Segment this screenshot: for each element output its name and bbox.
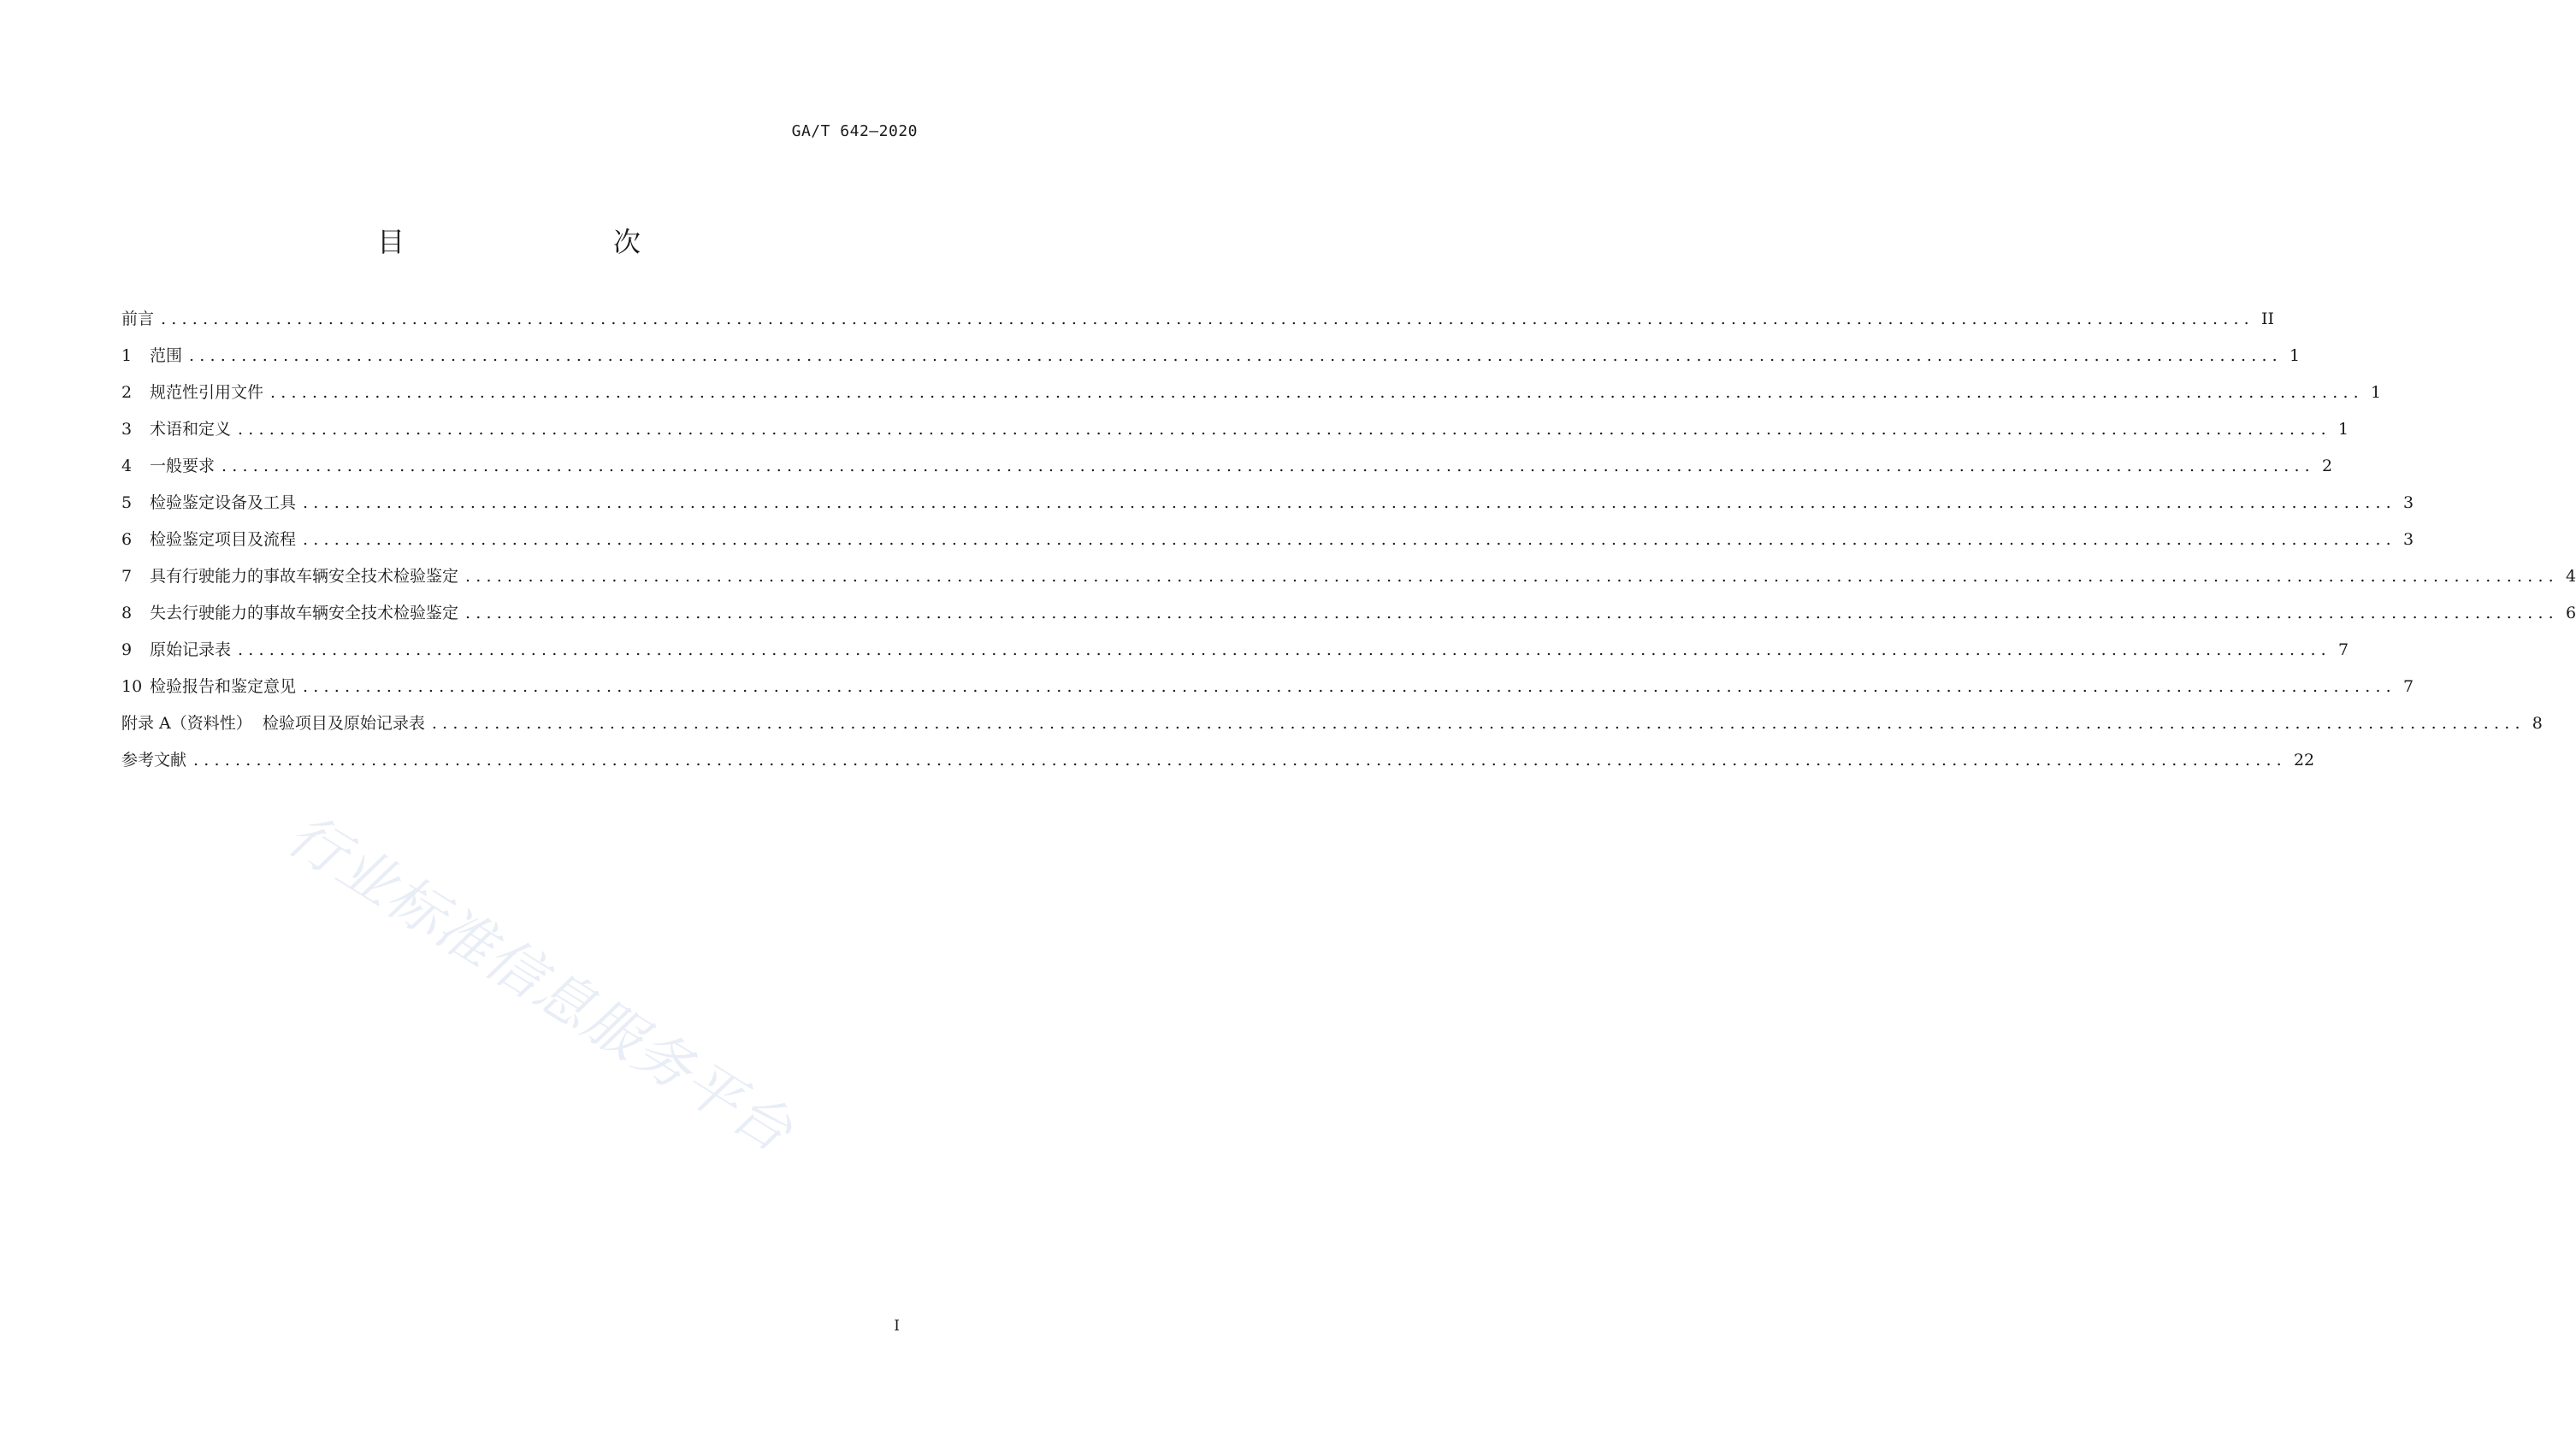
toc-entry-bibliography[interactable] bbox=[121, 747, 2315, 784]
toc-leader-dots: ........................................................................................................................................................................................................ bbox=[238, 640, 2331, 659]
toc-entry-number: 2 bbox=[121, 383, 133, 402]
toc-entry-page: 8 bbox=[2532, 714, 2543, 733]
toc-entry-page: 6 bbox=[2565, 604, 2576, 622]
toc-entry-label: 前言 bbox=[121, 310, 155, 328]
document-code: GA/T 642—2020 bbox=[791, 122, 918, 140]
toc-entry-label: 附录 A（资料性） 检验项目及原始记录表 bbox=[121, 714, 425, 733]
toc-entry-label: 原始记录表 bbox=[150, 640, 232, 659]
toc-leader-dots: ........................................................................................................................................................................................................ bbox=[189, 346, 2283, 365]
toc-entry-page: II bbox=[2260, 310, 2274, 328]
toc-entry-number: 1 bbox=[121, 346, 133, 365]
toc-entry-page: 7 bbox=[2402, 677, 2414, 696]
toc-leader-dots: ........................................................................................................................................................................................................ bbox=[270, 383, 2364, 402]
toc-entry-number: 9 bbox=[121, 640, 133, 659]
toc-title: 目 次 bbox=[376, 226, 692, 258]
toc-leader-dots: ........................................................................................................................................................................................................ bbox=[238, 420, 2331, 439]
toc-entry-general-requirements[interactable] bbox=[121, 453, 2333, 490]
toc-entry-label: 检验鉴定项目及流程 bbox=[150, 530, 297, 549]
toc-entry-equipment-tools[interactable] bbox=[121, 490, 2414, 527]
toc-entry-page: 4 bbox=[2565, 567, 2576, 586]
toc-entry-normative-references[interactable] bbox=[121, 380, 2382, 416]
toc-entry-number: 5 bbox=[121, 493, 133, 512]
toc-entry-label: 一般要求 bbox=[150, 457, 216, 475]
table-of-contents bbox=[121, 306, 2576, 784]
toc-entry-label: 参考文献 bbox=[121, 751, 187, 770]
toc-leader-dots: ........................................................................................................................................................................................................ bbox=[303, 530, 2396, 549]
toc-entry-appendix-a[interactable] bbox=[121, 711, 2543, 747]
toc-leader-dots: ........................................................................................................................................................................................................ bbox=[193, 751, 2287, 770]
toc-entry-label: 规范性引用文件 bbox=[150, 383, 264, 402]
watermark: 行业标准信息服务平台 bbox=[276, 801, 805, 1165]
toc-entry-number: 3 bbox=[121, 420, 133, 439]
toc-leader-dots: ........................................................................................................................................................................................................ bbox=[161, 310, 2254, 328]
toc-entry-original-records[interactable] bbox=[121, 637, 2349, 674]
toc-entry-number: 6 bbox=[121, 530, 133, 549]
toc-entry-number: 10 bbox=[121, 677, 143, 696]
toc-entry-terms-definitions[interactable] bbox=[121, 416, 2349, 453]
toc-entry-non-drivable-vehicles[interactable] bbox=[121, 600, 2576, 637]
toc-leader-dots: ........................................................................................................................................................................................................ bbox=[303, 493, 2396, 512]
toc-entry-label: 术语和定义 bbox=[150, 420, 232, 439]
toc-entry-label: 检验鉴定设备及工具 bbox=[150, 493, 297, 512]
toc-entry-report-opinion[interactable] bbox=[121, 674, 2414, 711]
toc-entry-page: 3 bbox=[2402, 530, 2414, 549]
toc-leader-dots: ........................................................................................................................................................................................................ bbox=[222, 457, 2315, 475]
toc-entry-number: 7 bbox=[121, 567, 133, 586]
toc-entry-label: 失去行驶能力的事故车辆安全技术检验鉴定 bbox=[150, 604, 459, 622]
toc-entry-label: 具有行驶能力的事故车辆安全技术检验鉴定 bbox=[150, 567, 459, 586]
toc-entry-page: 1 bbox=[2370, 383, 2382, 402]
toc-entry-page: 1 bbox=[2337, 420, 2349, 439]
page-number: I bbox=[894, 1318, 900, 1335]
toc-entry-drivable-vehicles[interactable] bbox=[121, 563, 2576, 600]
toc-entry-foreword[interactable] bbox=[121, 306, 2274, 343]
toc-entry-number: 4 bbox=[121, 457, 133, 475]
toc-entry-label: 检验报告和鉴定意见 bbox=[150, 677, 297, 696]
toc-entry-page: 2 bbox=[2321, 457, 2333, 475]
toc-entry-page: 3 bbox=[2402, 493, 2414, 512]
toc-leader-dots: ........................................................................................................................................................................................................ bbox=[465, 604, 2559, 622]
toc-leader-dots: ........................................................................................................................................................................................................ bbox=[465, 567, 2559, 586]
toc-entry-page: 22 bbox=[2293, 751, 2315, 770]
toc-entry-items-procedure[interactable] bbox=[121, 527, 2414, 563]
toc-leader-dots: ........................................................................................................................................................................................................ bbox=[431, 714, 2526, 733]
toc-entry-page: 7 bbox=[2337, 640, 2349, 659]
toc-leader-dots: ........................................................................................................................................................................................................ bbox=[303, 677, 2396, 696]
toc-entry-scope[interactable] bbox=[121, 343, 2301, 380]
toc-entry-label: 范围 bbox=[150, 346, 183, 365]
toc-entry-number: 8 bbox=[121, 604, 133, 622]
toc-entry-page: 1 bbox=[2289, 346, 2301, 365]
